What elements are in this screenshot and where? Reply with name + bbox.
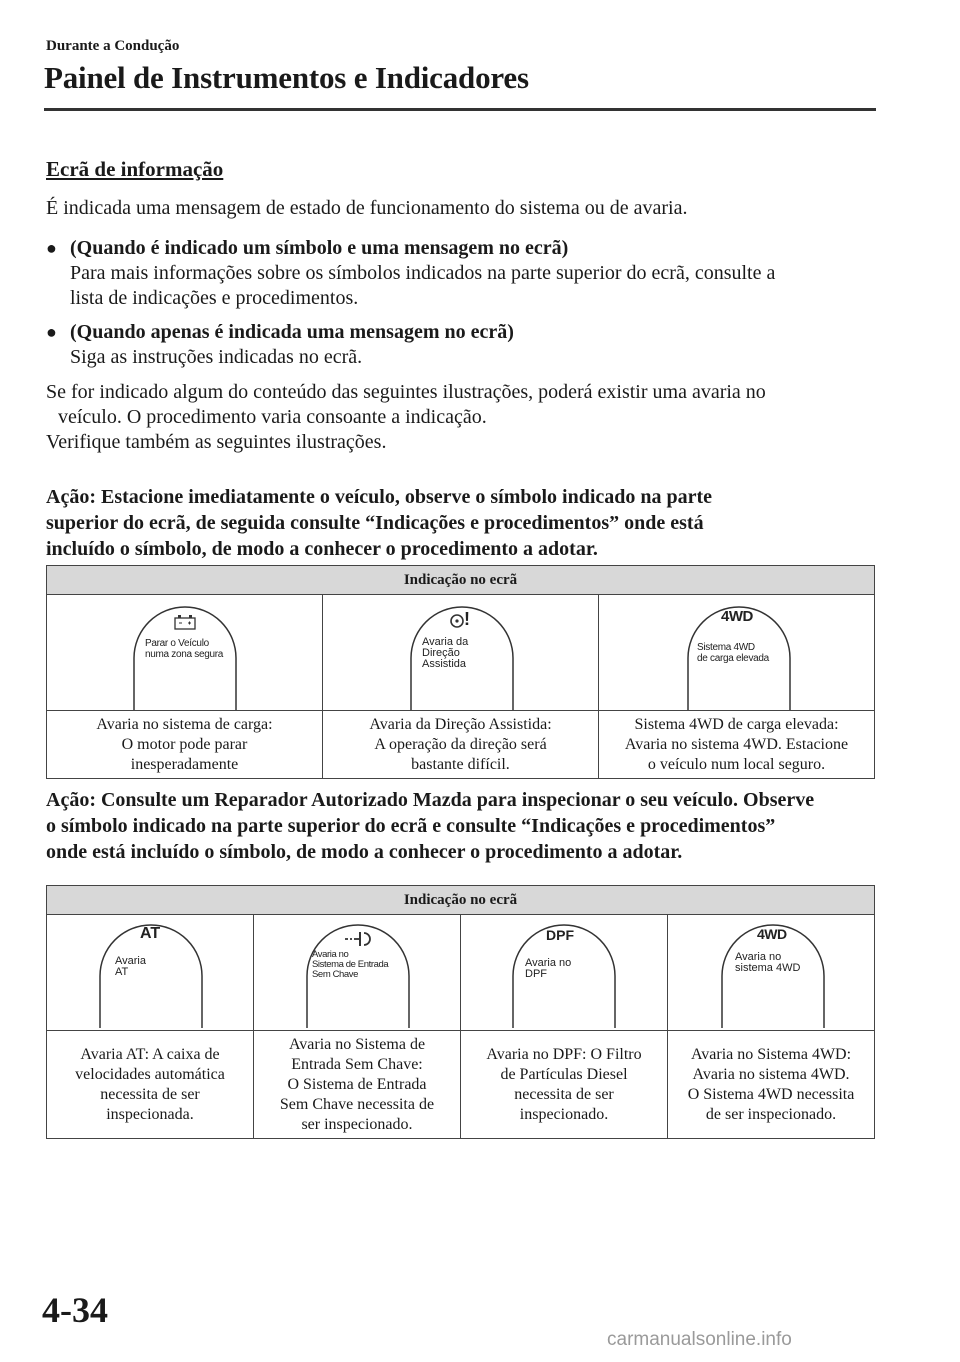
intro-paragraph: É indicada uma mensagem de estado de funcionamento do sistema ou de avaria. [46, 197, 688, 219]
caption-line: Entrada Sem Chave: [291, 1055, 423, 1073]
4wd-icon: 4WD [757, 926, 787, 942]
bullet-line: Siga as instruções indicadas no ecrã. [70, 346, 363, 368]
display-text: Avaria no [735, 951, 782, 963]
display-text: Assistida [422, 658, 467, 670]
caption-line: velocidades automática [75, 1065, 225, 1083]
at-icon: AT [140, 925, 161, 942]
display-text: Avaria [115, 955, 146, 967]
display-screen [721, 924, 825, 1028]
bullet-title: (Quando apenas é indicada uma mensagem no ecrã) [70, 321, 514, 343]
paragraph-line: veículo. O procedimento varia consoante a indicação. [58, 406, 487, 428]
display-text: Avaria no [525, 957, 572, 969]
display-cell [47, 915, 254, 1031]
caption-cell [47, 711, 323, 779]
display-text: Avaria da [422, 636, 469, 648]
display-cell [461, 915, 668, 1031]
bullet-icon: ● [46, 238, 57, 258]
page-number: 4-34 [42, 1290, 108, 1330]
page-title: Painel de Instrumentos e Indicadores [44, 60, 529, 95]
display-screen [687, 606, 791, 710]
display-text: Parar o Veículo [145, 638, 209, 649]
display-text: Sistema 4WD [697, 642, 755, 653]
paragraph-line: Verifique também as seguintes ilustrações. [46, 431, 387, 453]
caption-line: de Partículas Diesel [500, 1065, 628, 1083]
display-screen [512, 924, 616, 1028]
display-text: Direção [422, 647, 460, 659]
exclamation-icon: ! [464, 609, 470, 629]
caption-line: Avaria no sistema 4WD. Estacione [624, 735, 849, 753]
display-text: Sistema de Entrada [312, 959, 389, 970]
action-line: superior do ecrã, de seguida consulte “Indicações e procedimentos” onde está [46, 512, 704, 534]
keyless-entry-icon [344, 930, 372, 948]
bullet-icon: ● [46, 322, 57, 342]
bullet-body [70, 261, 876, 311]
paragraph-line: Se for indicado algum do conteúdo das seguintes ilustrações, poderá existir uma avaria no [46, 381, 766, 403]
display-screen [99, 924, 203, 1028]
caption-cell [323, 711, 599, 779]
table-header: Indicação no ecrã [47, 566, 875, 595]
display-cell [254, 915, 461, 1031]
caption-cell [47, 1031, 254, 1139]
display-text: Avaria no [312, 949, 349, 960]
caption-line: Sistema 4WD de carga elevada: [634, 715, 839, 733]
display-text: Sem Chave [312, 969, 359, 980]
action-line: Ação: Estacione imediatamente o veículo, observe o símbolo indicado na parte [46, 486, 713, 508]
display-cell [599, 595, 875, 711]
display-cell [668, 915, 875, 1031]
display-cell [323, 595, 599, 711]
caption-line: de ser inspecionado. [705, 1105, 837, 1123]
4wd-icon: 4WD [721, 608, 753, 625]
display-cell [47, 595, 323, 711]
caption-line: necessita de ser [514, 1085, 614, 1103]
display-screen [410, 606, 514, 710]
caption-line: Sem Chave necessita de [279, 1095, 435, 1113]
caption-line: o veículo num local seguro. [647, 755, 826, 773]
caption-line: Avaria AT: A caixa de [80, 1045, 220, 1063]
action-line: onde está incluído o símbolo, de modo a conhecer o procedimento a adotar. [46, 841, 683, 863]
caption-cell [668, 1031, 875, 1139]
table-header: Indicação no ecrã [47, 886, 875, 915]
display-text: AT [115, 966, 129, 978]
caption-line: bastante difícil. [411, 755, 510, 773]
action-instruction-1 [46, 484, 878, 562]
title-divider [44, 108, 876, 111]
action-line: incluído o símbolo, de modo a conhecer o procedimento a adotar. [46, 538, 598, 560]
watermark: carmanualsonline.info [607, 1329, 792, 1350]
caption-line: O Sistema 4WD necessita [687, 1085, 855, 1103]
caption-cell [599, 711, 875, 779]
indication-table-1 [46, 565, 875, 779]
dpf-icon: DPF [546, 927, 574, 943]
caption-cell [254, 1031, 461, 1139]
caption-line: A operação da direção será [374, 735, 547, 753]
battery-icon [173, 614, 197, 630]
caption-line: inspecionada. [106, 1105, 194, 1123]
running-head: Durante a Condução [46, 38, 180, 54]
bullet-line: lista de indicações e procedimentos. [70, 287, 359, 309]
bullet-title: (Quando é indicado um símbolo e uma mensagem no ecrã) [70, 237, 569, 259]
caption-line: Avaria no DPF: O Filtro [486, 1045, 642, 1063]
display-text: de carga elevada [697, 653, 769, 664]
indication-table-2 [46, 885, 875, 1139]
action-instruction-2 [46, 787, 878, 865]
display-text: sistema 4WD [735, 962, 801, 974]
caption-line: inesperadamente [130, 755, 239, 773]
display-text: numa zona segura [145, 649, 224, 660]
caption-cell [461, 1031, 668, 1139]
display-screen [306, 924, 410, 1028]
power-steering-warning-icon [450, 612, 464, 630]
caption-line: inspecionado. [519, 1105, 609, 1123]
caption-line: Avaria da Direção Assistida: [369, 715, 552, 733]
caption-line: Avaria no Sistema de [288, 1035, 426, 1053]
display-screen [133, 606, 237, 710]
caption-line: Avaria no Sistema 4WD: [690, 1045, 852, 1063]
caption-line: O motor pode parar [121, 735, 248, 753]
bullet-line: Para mais informações sobre os símbolos indicados na parte superior do ecrã, consulte a [70, 262, 776, 284]
bullet-body [70, 345, 876, 370]
action-line: o símbolo indicado na parte superior do ecrã e consulte “Indicações e procedimentos” [46, 815, 776, 837]
caption-line: O Sistema de Entrada [287, 1075, 427, 1093]
caption-line: Avaria no sistema de carga: [96, 715, 273, 733]
action-line: Ação: Consulte um Reparador Autorizado Mazda para inspecionar o seu veículo. Observe [46, 789, 815, 811]
display-text: DPF [525, 968, 547, 980]
caption-line: ser inspecionado. [301, 1115, 413, 1133]
caption-line: Avaria no sistema 4WD. [692, 1065, 850, 1083]
caption-line: necessita de ser [100, 1085, 200, 1103]
section-heading: Ecrã de informação [46, 157, 224, 181]
warning-paragraph [46, 380, 876, 455]
